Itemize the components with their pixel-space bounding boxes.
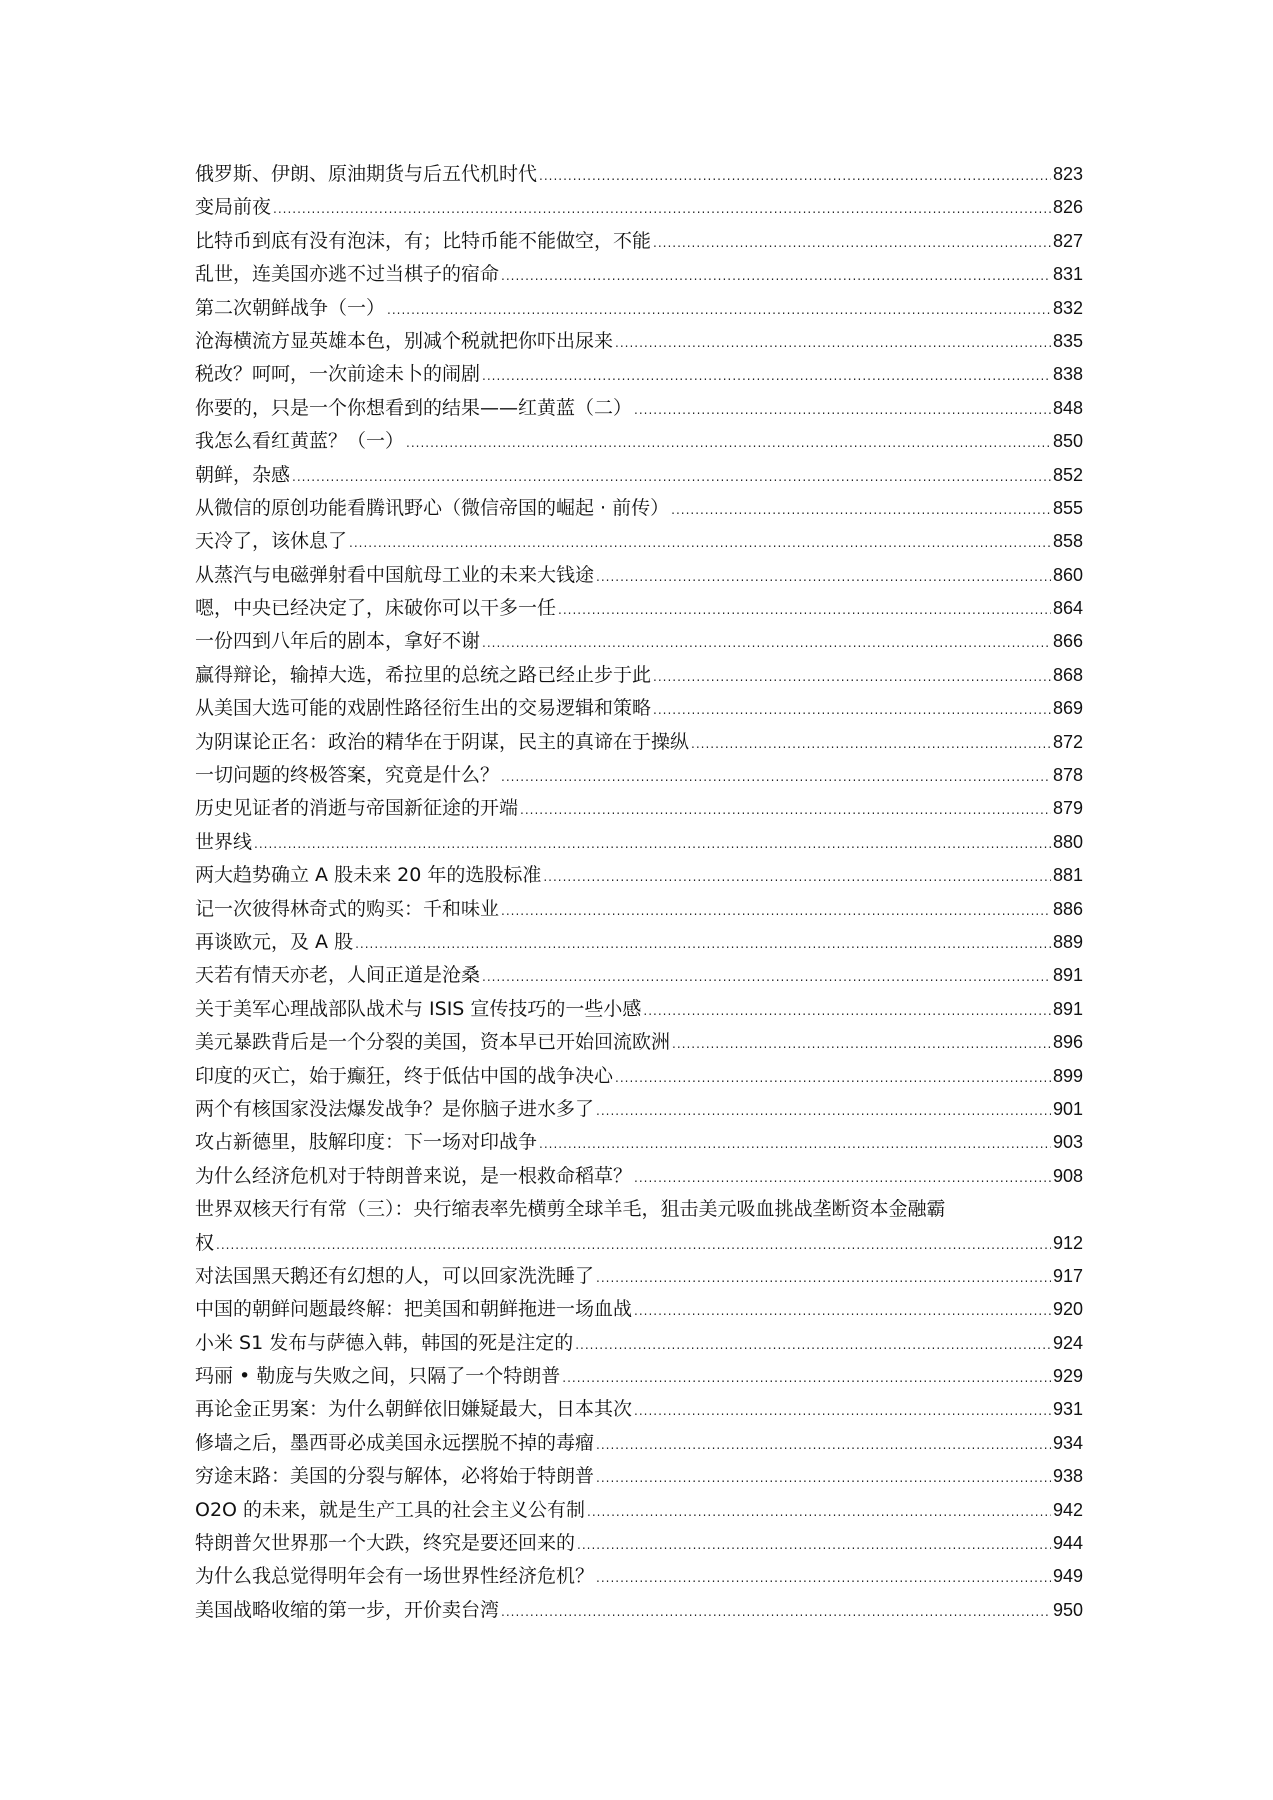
toc-entry-title: 小米 S1 发布与萨德入韩，韩国的死是注定的 — [195, 1331, 574, 1354]
toc-entry-page-number: 880 — [1052, 831, 1083, 852]
toc-entry-page-number: 855 — [1052, 497, 1083, 518]
toc-entry[interactable] — [195, 893, 1083, 926]
dot-leader — [501, 1596, 1051, 1629]
toc-entry[interactable] — [195, 1160, 1083, 1193]
toc-entry-page-number: 903 — [1052, 1132, 1083, 1153]
toc-entry-title: 关于美军心理战部队战术与 ISIS 宣传技巧的一些小感 — [195, 997, 642, 1020]
toc-entry-page-number: 950 — [1052, 1599, 1083, 1620]
toc-entry-title: 俄罗斯、伊朗、原油期货与后五代机时代 — [195, 163, 538, 185]
toc-entry-title: 你要的，只是一个你想看到的结果——红黄蓝（二） — [195, 396, 633, 419]
toc-entry-title: 特朗普欠世界那一个大跌，终究是要还回来的 — [195, 1532, 576, 1555]
toc-entry[interactable] — [195, 158, 1083, 191]
dot-leader — [653, 227, 1051, 260]
toc-entry[interactable] — [195, 325, 1083, 358]
toc-entry-page-number: 827 — [1052, 230, 1083, 251]
toc-entry-title: 对法国黑天鹅还有幻想的人，可以回家洗洗睡了 — [195, 1264, 595, 1287]
toc-entry[interactable] — [195, 692, 1083, 725]
dot-leader — [520, 794, 1051, 827]
dot-leader — [558, 594, 1051, 627]
toc-entry-page-number: 848 — [1052, 397, 1083, 418]
toc-entry-title: 中国的朝鲜问题最终解：把美国和朝鲜拖进一场血战 — [195, 1298, 633, 1321]
toc-entry-page-number: 891 — [1052, 998, 1083, 1019]
toc-entry-continuation[interactable] — [195, 1227, 1083, 1260]
toc-entry-title: 历史见证者的消逝与帝国新征途的开端 — [195, 797, 519, 820]
dot-leader — [216, 1229, 1051, 1262]
dot-leader — [672, 1028, 1051, 1061]
toc-entry[interactable] — [195, 1060, 1083, 1093]
toc-entry-page-number: 858 — [1052, 531, 1083, 552]
dot-leader — [273, 193, 1051, 226]
toc-entry-page-number: 917 — [1052, 1265, 1083, 1286]
toc-entry[interactable] — [195, 1393, 1083, 1426]
toc-entry[interactable] — [195, 392, 1083, 425]
toc-entry-title: 一份四到八年后的剧本，拿好不谢 — [195, 630, 481, 653]
table-of-contents — [195, 158, 1083, 1627]
toc-entry-title: 变局前夜 — [195, 196, 272, 219]
toc-entry[interactable] — [195, 1260, 1083, 1293]
toc-entry-title: 为什么经济危机对于特朗普来说，是一根救命稻草？ — [195, 1164, 633, 1187]
dot-leader — [254, 828, 1051, 861]
toc-entry[interactable] — [195, 1327, 1083, 1360]
dot-leader — [596, 1095, 1051, 1128]
toc-entry[interactable] — [195, 559, 1083, 592]
toc-entry[interactable] — [195, 859, 1083, 892]
toc-entry-title: 印度的灭亡，始于癫狂，终于低估中国的战争决心 — [195, 1064, 614, 1087]
toc-entry[interactable] — [195, 592, 1083, 625]
dot-leader — [596, 1429, 1051, 1462]
toc-entry[interactable] — [195, 1193, 1083, 1226]
dot-leader — [349, 527, 1051, 560]
toc-entry-page-number: 899 — [1052, 1065, 1083, 1086]
toc-entry-page-number: 920 — [1052, 1299, 1083, 1320]
toc-entry-page-number: 949 — [1052, 1566, 1083, 1587]
toc-entry-page-number: 891 — [1052, 965, 1083, 986]
dot-leader — [539, 160, 1051, 193]
dot-leader — [539, 1128, 1051, 1161]
toc-entry[interactable] — [195, 1126, 1083, 1159]
toc-entry-title: 从微信的原创功能看腾讯野心（微信帝国的崛起 · 前传） — [195, 496, 670, 519]
dot-leader — [596, 1262, 1051, 1295]
toc-entry[interactable] — [195, 225, 1083, 258]
toc-entry-page-number: 838 — [1052, 364, 1083, 385]
toc-entry[interactable] — [195, 792, 1083, 825]
dot-leader — [575, 1329, 1051, 1362]
dot-leader — [387, 294, 1051, 327]
toc-entry-title: 我怎么看红黄蓝？（一） — [195, 430, 405, 453]
toc-entry-page-number: 872 — [1052, 731, 1083, 752]
toc-entry-title: 两大趋势确立 A 股未来 20 年的选股标准 — [195, 864, 542, 887]
toc-entry[interactable] — [195, 459, 1083, 492]
toc-entry-page-number: 929 — [1052, 1366, 1083, 1387]
toc-entry[interactable] — [195, 1560, 1083, 1593]
dot-leader — [671, 494, 1051, 527]
toc-entry[interactable] — [195, 826, 1083, 859]
toc-entry-page-number: 868 — [1052, 664, 1083, 685]
toc-entry-title: 世界双核天行有常（三）：央行缩表率先横剪全球羊毛，狙击美元吸血挑战垄断资本金融霸 — [195, 1198, 946, 1221]
dot-leader — [634, 1295, 1051, 1328]
toc-entry-title: 再谈欧元，及 A 股 — [195, 930, 354, 953]
dot-leader — [596, 561, 1051, 594]
toc-entry-title: 再论金正男案：为什么朝鲜依旧嫌疑最大，日本其次 — [195, 1398, 633, 1421]
toc-entry-title: 美元暴跌背后是一个分裂的美国，资本早已开始回流欧洲 — [195, 1031, 671, 1054]
toc-entry-title: 沧海横流方显英雄本色，别减个税就把你吓出尿来 — [195, 329, 614, 352]
toc-entry[interactable] — [195, 1093, 1083, 1126]
toc-entry[interactable] — [195, 1460, 1083, 1493]
toc-entry-page-number: 823 — [1052, 164, 1083, 184]
toc-entry-title: 从蒸汽与电磁弹射看中国航母工业的未来大钱途 — [195, 563, 595, 586]
dot-leader — [501, 895, 1051, 928]
dot-leader — [691, 728, 1051, 761]
toc-entry-page-number: 889 — [1052, 931, 1083, 952]
toc-entry-page-number: 931 — [1052, 1399, 1083, 1420]
dot-leader — [653, 694, 1051, 727]
toc-entry[interactable] — [195, 726, 1083, 759]
toc-entry-title: 从美国大选可能的戏剧性路径衍生出的交易逻辑和策略 — [195, 697, 652, 720]
toc-entry-page-number: 878 — [1052, 765, 1083, 786]
toc-entry-title-continuation: 权 — [195, 1231, 215, 1254]
dot-leader — [596, 1462, 1051, 1495]
dot-leader — [355, 928, 1051, 961]
toc-entry-page-number: 832 — [1052, 297, 1083, 318]
dot-leader — [482, 360, 1051, 393]
toc-entry-page-number: 912 — [1052, 1232, 1083, 1253]
toc-entry-title: 穷途末路：美国的分裂与解体，必将始于特朗普 — [195, 1465, 595, 1488]
dot-leader — [482, 961, 1051, 994]
toc-entry-page-number: 879 — [1052, 798, 1083, 819]
dot-leader — [562, 1362, 1051, 1395]
toc-entry-title: 为阴谋论正名：政治的精华在于阴谋，民主的真谛在于操纵 — [195, 730, 690, 753]
toc-entry[interactable] — [195, 625, 1083, 658]
toc-entry[interactable] — [195, 1026, 1083, 1059]
toc-entry-page-number: 908 — [1052, 1165, 1083, 1186]
toc-entry-page-number: 901 — [1052, 1098, 1083, 1119]
toc-entry[interactable] — [195, 993, 1083, 1026]
toc-entry-page-number: 835 — [1052, 330, 1083, 351]
toc-entry-title: 世界线 — [195, 830, 253, 853]
dot-leader — [577, 1529, 1051, 1562]
toc-entry[interactable] — [195, 258, 1083, 291]
toc-entry[interactable] — [195, 1293, 1083, 1326]
toc-entry-title: 为什么我总觉得明年会有一场世界性经济危机？ — [195, 1565, 595, 1588]
toc-entry[interactable] — [195, 1494, 1083, 1527]
toc-entry-page-number: 924 — [1052, 1332, 1083, 1353]
dot-leader — [406, 427, 1051, 460]
toc-entry-page-number: 831 — [1052, 264, 1083, 285]
toc-entry-page-number: 826 — [1052, 197, 1083, 218]
dot-leader — [596, 1562, 1051, 1595]
toc-entry[interactable] — [195, 759, 1083, 792]
toc-entry-title: 美国战略收缩的第一步，开价卖台湾 — [195, 1598, 500, 1621]
toc-entry[interactable] — [195, 1527, 1083, 1560]
toc-entry-title: O2O 的未来，就是生产工具的社会主义公有制 — [195, 1498, 586, 1521]
toc-entry[interactable] — [195, 358, 1083, 391]
toc-entry-title: 第二次朝鲜战争（一） — [195, 296, 386, 319]
toc-entry-page-number: 886 — [1052, 898, 1083, 919]
toc-entry[interactable] — [195, 525, 1083, 558]
dot-leader — [615, 1062, 1051, 1095]
toc-entry-page-number: 896 — [1052, 1032, 1083, 1053]
toc-entry-title: 记一次彼得林奇式的购买：千和味业 — [195, 897, 500, 920]
dot-leader — [501, 260, 1051, 293]
toc-entry-title: 赢得辩论，输掉大选，希拉里的总统之路已经止步于此 — [195, 663, 652, 686]
toc-entry-page-number: 881 — [1052, 865, 1083, 886]
toc-entry-page-number: 852 — [1052, 464, 1083, 485]
toc-entry[interactable] — [195, 425, 1083, 458]
toc-entry[interactable] — [195, 292, 1083, 325]
toc-entry[interactable] — [195, 959, 1083, 992]
toc-entry[interactable] — [195, 191, 1083, 224]
toc-entry-page-number: 850 — [1052, 431, 1083, 452]
toc-entry-title: 朝鲜，杂感 — [195, 463, 291, 486]
dot-leader — [634, 1395, 1051, 1428]
toc-entry-page-number: 864 — [1052, 598, 1083, 619]
dot-leader — [653, 661, 1051, 694]
dot-leader — [615, 327, 1051, 360]
toc-entry-title: 税改？呵呵，一次前途未卜的闹剧 — [195, 363, 481, 386]
toc-entry[interactable] — [195, 659, 1083, 692]
toc-entry[interactable] — [195, 1594, 1083, 1627]
dot-leader — [292, 461, 1051, 494]
toc-entry[interactable] — [195, 1360, 1083, 1393]
toc-entry-title: 修墙之后，墨西哥必成美国永远摆脱不掉的毒瘤 — [195, 1431, 595, 1454]
toc-entry-title: 一切问题的终极答案，究竟是什么？ — [195, 764, 500, 787]
toc-entry[interactable] — [195, 926, 1083, 959]
toc-entry-title: 天若有情天亦老，人间正道是沧桑 — [195, 964, 481, 987]
toc-entry-page-number: 938 — [1052, 1466, 1083, 1487]
toc-entry-title: 玛丽 • 勒庞与失败之间，只隔了一个特朗普 — [195, 1365, 561, 1388]
dot-leader — [543, 861, 1051, 894]
toc-entry-page-number: 942 — [1052, 1499, 1083, 1520]
toc-entry-page-number: 869 — [1052, 698, 1083, 719]
dot-leader — [643, 995, 1051, 1028]
toc-entry-title: 两个有核国家没法爆发战争？是你脑子进水多了 — [195, 1097, 595, 1120]
toc-entry-title: 比特币到底有没有泡沫，有；比特币能不能做空，不能 — [195, 229, 652, 252]
toc-entry-page-number: 860 — [1052, 564, 1083, 585]
dot-leader — [482, 627, 1051, 660]
dot-leader — [634, 394, 1051, 427]
toc-entry[interactable] — [195, 492, 1083, 525]
toc-entry[interactable] — [195, 1427, 1083, 1460]
toc-entry-title: 嗯，中央已经决定了，床破你可以干多一任 — [195, 597, 557, 620]
toc-entry-title: 乱世，连美国亦逃不过当棋子的宿命 — [195, 263, 500, 286]
toc-entry-title: 攻占新德里，肢解印度：下一场对印战争 — [195, 1131, 538, 1154]
toc-entry-page-number: 934 — [1052, 1432, 1083, 1453]
toc-entry-title: 天冷了，该休息了 — [195, 530, 348, 553]
toc-entry-page-number: 866 — [1052, 631, 1083, 652]
dot-leader — [587, 1496, 1051, 1529]
dot-leader — [501, 761, 1051, 794]
dot-leader — [634, 1162, 1051, 1195]
toc-entry-page-number: 944 — [1052, 1533, 1083, 1554]
